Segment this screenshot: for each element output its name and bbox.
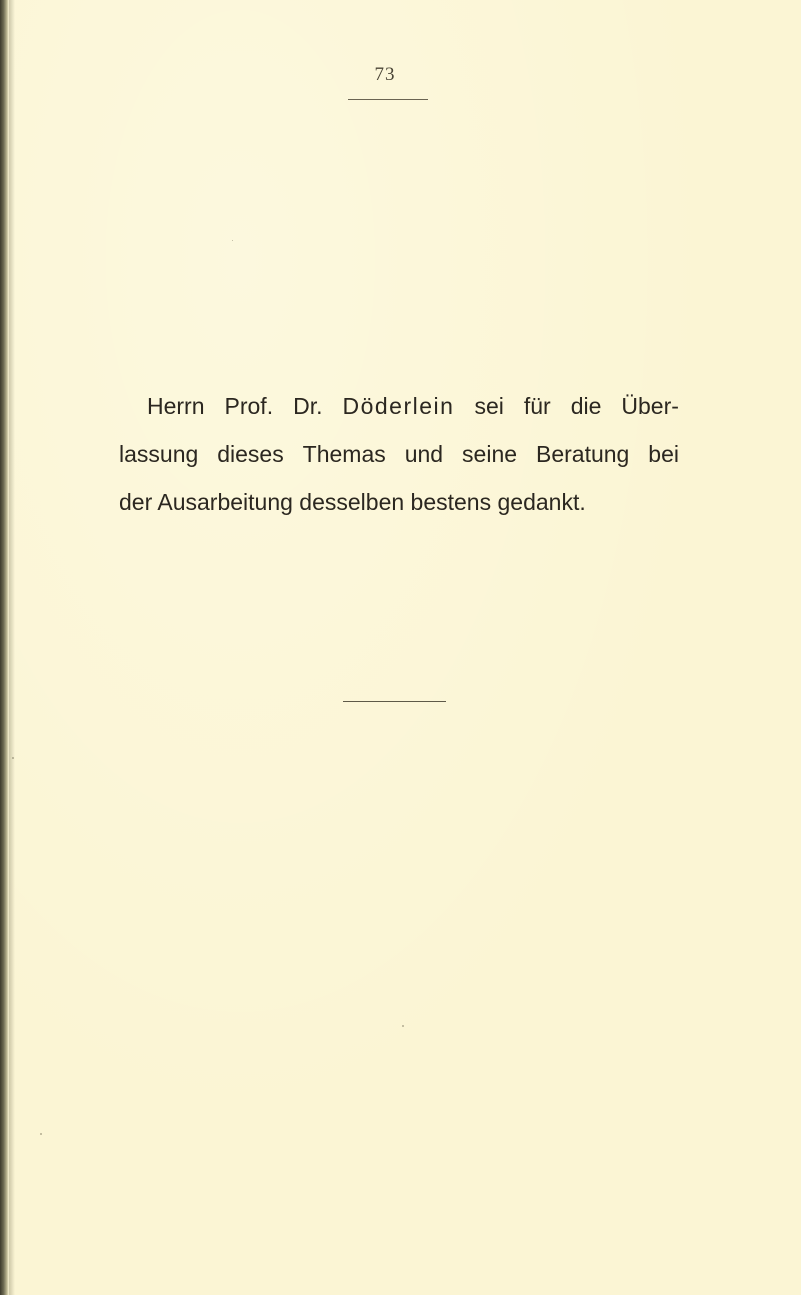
paragraph-line-3: der Ausarbeitung desselben bestens gedankt. [119,489,586,515]
page-number: 73 [374,64,396,85]
paragraph-line-2 [119,430,719,478]
binding-edge [0,0,9,1295]
word: Herrn [147,393,205,419]
word: für [523,393,551,419]
word: Dr. [293,393,323,419]
word: Über- [621,393,679,419]
word: dieses [217,441,284,467]
paragraph-line-1 [119,382,719,430]
paper-speck [232,240,233,241]
paper-speck [40,1133,42,1135]
word: und [404,441,444,467]
word: lassung [119,441,199,467]
paragraph-line-1-words [147,382,679,430]
paper-speck [402,1025,404,1027]
closing-rule [343,701,446,702]
word: Beratung [535,441,630,467]
word: seine [462,441,518,467]
word: Prof. [224,393,274,419]
word: bei [648,441,679,467]
word: die [570,393,602,419]
paper-speck [12,757,14,759]
paragraph-line-2-words [119,430,679,478]
word: Döderlein [342,393,455,419]
word: sei [474,393,504,419]
page-number-rule [348,99,428,100]
acknowledgement-paragraph [119,382,719,526]
binding-shadow [9,0,15,1295]
word: Themas [302,441,386,467]
